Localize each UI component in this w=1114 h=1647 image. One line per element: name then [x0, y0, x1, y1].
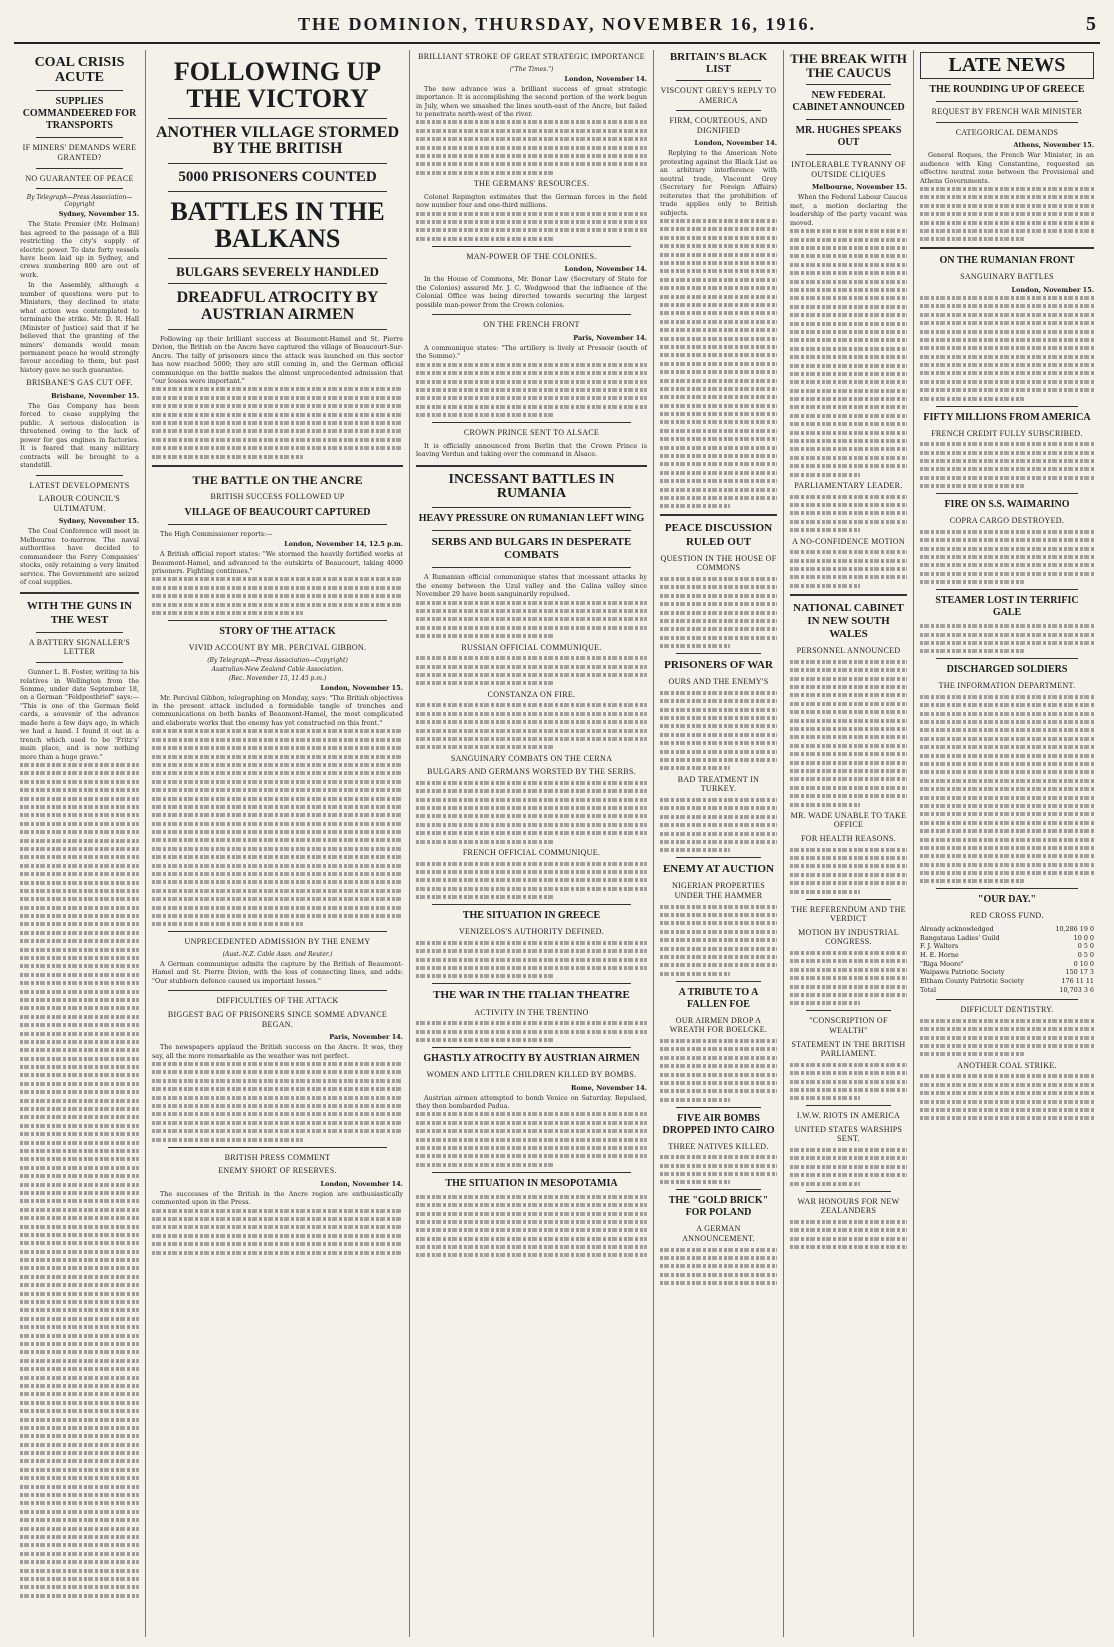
fund-row-label: Eltham County Patriotic Society — [920, 976, 1024, 985]
subhead-turkey: BAD TREATMENT IN TURKEY. — [677, 774, 760, 794]
dateline: London, November 14. — [564, 74, 647, 83]
subhead-beaucourt: VILLAGE OF BEAUCOURT CAPTURED — [184, 506, 371, 518]
dateline: Athens, November 15. — [1013, 141, 1094, 150]
byline: ("The Times.") — [509, 65, 554, 73]
subhead-latest: LATEST DEVELOPMENTS — [29, 480, 130, 490]
body-text-block — [920, 187, 1094, 241]
fund-table — [920, 925, 1094, 994]
body-text-block — [416, 703, 647, 749]
article-paragraph: General Roques, the French War Minister, in an audience with King Constantine, requested an effective neutral zone between the Provisional and Athens Governments. — [920, 151, 1094, 185]
subhead-constanza: CONSTANZA ON FIRE. — [487, 689, 576, 699]
subhead-ours-enemys: OURS AND THE ENEMY'S — [668, 677, 769, 687]
article-paragraph: Mr. Percival Gibbon, telegraphing on Monday, says: "The British objectives in the present attack included a formidable tangle of trenches and communications on both banks of Beaumont-Hamel, the most complicated and elaborate works that the enemy has yet constructed on this front." — [152, 693, 403, 727]
subhead-leader: PARLIAMENTARY LEADER. — [794, 481, 903, 490]
article-paragraph: A German communique admits the capture by the British of Beaumont-Hamel and St. Pierre Divion, with the loss of connecting lines, and adds: "Our stubborn defence caused us important losses." — [152, 959, 403, 985]
body-text-block — [920, 695, 1094, 884]
body-text-block — [790, 1220, 907, 1249]
subhead-venizelos: VENIZELOS'S AUTHORITY DEFINED. — [458, 927, 605, 937]
body-text-block — [152, 577, 403, 615]
article-paragraph: The Gas Company has been forced to cease supplying the public. A serious dislocation is threatened owing to the lack of power for gas engines in factories. It is feared that many military contracts will be brought to a standstill. — [20, 401, 139, 470]
subhead-serbs-worsted: BULGARS AND GERMANS WORSTED BY THE SERBS. — [427, 767, 636, 777]
fund-row-value: 150 17 3 — [1065, 968, 1094, 977]
subhead-war-honours: WAR HONOURS FOR NEW ZEALANDERS — [797, 1196, 900, 1216]
headline-bulgars: BULGARS SEVERELY HANDLED — [176, 263, 379, 279]
body-text-block — [416, 1021, 647, 1042]
subhead-crown-prince: CROWN PRINCE SENT TO ALSACE — [463, 428, 600, 438]
headline-following-up: FOLLOWING UP THE VICTORY — [173, 57, 382, 114]
subhead-question: QUESTION IN THE HOUSE OF COMMONS — [660, 553, 777, 573]
subhead-iww: I.W.W. RIOTS IN AMERICA — [796, 1111, 901, 1121]
fund-row-value: 0 5 0 — [1077, 942, 1094, 951]
fund-row-label: H. E. Horne — [920, 950, 959, 959]
headline-caucus: THE BREAK WITH THE CAUCUS — [790, 51, 907, 80]
body-text-block — [416, 120, 647, 174]
body-text-block — [790, 1063, 907, 1101]
body-text-block — [660, 905, 777, 976]
headline-cairo: FIVE AIR BOMBS DROPPED INTO CAIRO — [662, 1112, 775, 1136]
article-paragraph: Colonel Repington estimates that the German forces in the field now number four and one-third millions. — [416, 192, 647, 210]
subhead-admission: UNPRECEDENTED ADMISSION BY THE ENEMY — [184, 937, 371, 947]
subhead-german-announcement: A GERMAN ANNOUNCEMENT. — [682, 1224, 755, 1244]
fund-row-label: Rangataua Ladies' Guild — [920, 933, 1000, 942]
subhead-firm: FIRM, COURTEOUS, AND DIGNIFIED — [669, 116, 768, 135]
article-paragraph: Replying to the American Note protesting against the Black List as an arbitrary interference with neutral trade, Viscount Grey (Secretary for Foreign Affairs) reiterates that the prohibition of trade applies only to British subjects. — [660, 149, 777, 217]
body-text-block — [920, 442, 1094, 488]
article-paragraph: A communique states: "The artillery is lively at Pressoir (south of the Somme)." — [416, 343, 647, 361]
article-paragraph: The new advance was a brilliant success of great strategic importance. It is accomplishing the second portion of the work begun in July, when we smashed the lines south-east of the Ancre, but failed to penetrate north-west of the river. — [416, 84, 647, 118]
subhead-resources: THE GERMANS' RESOURCES. — [473, 179, 590, 189]
dateline: Brisbane, November 15. — [51, 391, 139, 400]
body-text-block — [660, 1248, 777, 1286]
subhead-russian: RUSSIAN OFFICIAL COMMUNIQUE. — [461, 642, 602, 652]
subhead-women-children: WOMEN AND LITTLE CHILDREN KILLED BY BOMBS. — [426, 1069, 637, 1079]
headline-rumanian-front: ON THE RUMANIAN FRONT — [939, 255, 1075, 267]
subhead-sanguinary: SANGUINARY BATTLES — [960, 272, 1054, 282]
subhead-difficulties: DIFFICULTIES OF THE ATTACK — [216, 996, 339, 1006]
subhead-miners: IF MINERS' DEMANDS WERE GRANTED? — [22, 143, 137, 162]
body-text-block — [920, 530, 1094, 584]
subhead-grey-reply: VISCOUNT GREY'S REPLY TO AMERICA — [660, 86, 777, 105]
masthead-title: THE DOMINION, THURSDAY, NOVEMBER 16, 1916. — [298, 14, 816, 34]
article-paragraph: The successes of the British in the Ancre region are enthusiastically commented upon in the Press. — [152, 1189, 403, 1207]
body-text-block — [790, 848, 907, 894]
headline-steamer-lost: STEAMER LOST IN TERRIFIC GALE — [935, 595, 1079, 619]
subhead-red-cross: RED CROSS FUND. — [970, 911, 1044, 921]
body-text-block — [20, 763, 139, 1598]
column-1 — [14, 50, 146, 1637]
subhead-biggest-bag: BIGGEST BAG OF PRISONERS SINCE SOMME ADVANCE BEGAN. — [167, 1009, 388, 1029]
column-4 — [654, 50, 784, 1637]
fund-row-value: 0 10 0 — [1073, 959, 1094, 968]
headline-atrocity: DREADFUL ATROCITY BY AUSTRIAN AIRMEN — [176, 289, 379, 323]
subhead-no-confidence: A NO-CONFIDENCE MOTION — [792, 536, 905, 546]
dateline: London, November 15. — [320, 683, 403, 692]
headline-nsw-cabinet: NATIONAL CABINET IN NEW SOUTH WALES — [793, 601, 904, 641]
subhead-french-front: ON THE FRENCH FRONT — [483, 320, 580, 330]
body-text-block — [790, 951, 907, 1005]
subhead-man-power: MAN-POWER OF THE COLONIES. — [466, 251, 597, 261]
dateline: Sydney, November 15. — [58, 210, 139, 219]
subhead-hughes: MR. HUGHES SPEAKS OUT — [795, 125, 902, 149]
body-text-block — [660, 577, 777, 648]
fund-row-label: Total — [920, 985, 937, 994]
body-text-block — [416, 781, 647, 844]
body-text-block — [416, 1112, 647, 1166]
body-text-block — [152, 729, 403, 926]
headline-black-list: BRITAIN'S BLACK LIST — [669, 51, 768, 75]
fund-row-value: 176 11 11 — [1061, 976, 1094, 985]
body-text-block — [920, 624, 1094, 653]
subhead-dentistry: DIFFICULT DENTISTRY. — [960, 1005, 1054, 1015]
subhead-demands: CATEGORICAL DEMANDS — [955, 127, 1059, 137]
subhead-italian-theatre: THE WAR IN THE ITALIAN THEATRE — [433, 989, 630, 1002]
fund-row-value: 10,703 3 6 — [1059, 985, 1094, 994]
headline-fifty-millions: FIFTY MILLIONS FROM AMERICA — [923, 411, 1091, 423]
subhead-signaller: A BATTERY SIGNALLER'S LETTER — [28, 637, 131, 657]
headline-waimarino: FIRE ON S.S. WAIMARINO — [944, 499, 1070, 511]
body-text-block — [660, 1155, 777, 1184]
article-paragraph: Austrian airmen attempted to bomb Venice on Saturday. Repulsed, they then bombarded Padua. — [416, 1093, 647, 1110]
subhead-story: STORY OF THE ATTACK — [219, 625, 336, 637]
body-text-block — [920, 1019, 1094, 1057]
body-text-block — [416, 601, 647, 639]
fund-row — [920, 960, 1094, 969]
dateline: London, November 14. — [320, 1179, 403, 1188]
fund-row — [920, 942, 1094, 951]
dateline: Melbourne, November 15. — [812, 183, 907, 192]
headline-tribute: A TRIBUTE TO A FALLEN FOE — [678, 986, 759, 1010]
subhead-cabinet: NEW FEDERAL CABINET ANNOUNCED — [792, 90, 905, 114]
subhead-guarantee: NO GUARANTEE OF PEACE — [25, 173, 134, 183]
subhead-tyranny: INTOLERABLE TYRANNY OF OUTSIDE CLIQUES — [791, 160, 906, 179]
subhead-press-comment: BRITISH PRESS COMMENT — [224, 1152, 331, 1162]
article-paragraph: Following up their brilliant success at Beaumont-Hamel and St. Pierre Divion, the British on the Ancre have captured the village of Beaucourt-Sur-Ancre. The tally of prisoners since the attack was launched on this sector has now reached 5000; they are still coming in, and the German official communique on the battle makes the almost unprecedented admission that "our losses were important." — [152, 334, 403, 386]
byline: (By Telegraph—Press Association—Copyright) — [207, 656, 348, 664]
subhead-referendum: THE REFERENDUM AND THE VERDICT — [791, 904, 906, 924]
subhead-congress: MOTION BY INDUSTRIAL CONGRESS. — [798, 927, 899, 947]
dateline: Sydney, November 15. — [58, 517, 139, 526]
headline-balkans: BATTLES IN THE BALKANS — [170, 196, 385, 254]
headline-our-day: "OUR DAY." — [977, 894, 1037, 906]
fund-row-value: 10 0 0 — [1073, 933, 1094, 942]
dateline: London, November 14, 12.5 p.m. — [284, 540, 403, 549]
body-text-block — [660, 691, 777, 771]
subhead-brisbane: BRISBANE'S GAS CUT OFF. — [26, 378, 133, 388]
fund-row-value: 0 5 0 — [1077, 950, 1094, 959]
byline: Australian-New Zealand Cable Association. — [211, 665, 344, 673]
byline: (Rec. November 15, 11.45 p.m.) — [228, 674, 327, 682]
headline-discharged: DISCHARGED SOLDIERS — [946, 664, 1068, 676]
subhead-warships: UNITED STATES WARSHIPS SENT. — [794, 1124, 903, 1144]
fund-row — [920, 951, 1094, 960]
subhead-copra: COPRA CARGO DESTROYED. — [949, 516, 1065, 526]
body-text-block — [152, 387, 403, 458]
body-text-block — [790, 495, 907, 533]
fund-row — [920, 968, 1094, 977]
subhead-cerna: SANGUINARY COMBATS ON THE CERNA — [450, 753, 613, 763]
fund-row — [920, 925, 1094, 934]
subhead-personnel: PERSONNEL ANNOUNCED — [796, 646, 901, 656]
subhead-left-wing: HEAVY PRESSURE ON RUMANIAN LEFT WING — [418, 512, 645, 524]
body-text-block — [416, 941, 647, 979]
subhead-french-request: REQUEST BY FRENCH WAR MINISTER — [931, 107, 1083, 116]
article-paragraph: The High Commissioner reports:— — [160, 529, 273, 538]
dateline: London, November 14. — [564, 265, 647, 274]
subhead-statement: STATEMENT IN THE BRITISH PARLIAMENT. — [791, 1039, 906, 1059]
body-text-block — [920, 296, 1094, 401]
headline-guns-west: WITH THE GUNS IN THE WEST — [26, 600, 133, 626]
body-text-block — [416, 656, 647, 685]
dateline: London, November 15. — [1011, 285, 1094, 294]
subhead-nigerian: NIGERIAN PROPERTIES UNDER THE HAMMER — [671, 881, 765, 901]
subhead-information: THE INFORMATION DEPARTMENT. — [938, 681, 1076, 691]
body-text-block — [416, 363, 647, 417]
subhead-ultimatum: LABOUR COUNCIL'S ULTIMATUM. — [38, 494, 121, 513]
body-text-block — [152, 1062, 403, 1142]
subhead-wade: MR. WADE UNABLE TO TAKE OFFICE — [790, 810, 907, 830]
body-text-block — [790, 1148, 907, 1186]
article-paragraph: In the Assembly, although a number of questions were put to Ministers, they declined to state what action was contemplated to terminate the strike. Mr. D. R. Hall (Minister of Justice) said that if he believed that the granting of the miners' demands would mean permanent peace he would strongly favour acceding to them, but past history gave no such guarantee. — [20, 281, 139, 374]
body-text-block — [416, 862, 647, 900]
subhead-greece: THE ROUNDING UP OF GREECE — [929, 84, 1085, 95]
body-text-block — [660, 1039, 777, 1102]
headline-prisoners-of-war: PRISONERS OF WAR — [664, 659, 773, 672]
headline-auction: ENEMY AT AUCTION — [662, 863, 775, 876]
column-6 — [914, 50, 1100, 1637]
fund-row-label: Already acknowledged — [920, 925, 994, 934]
masthead — [14, 8, 1100, 44]
fund-row — [920, 934, 1094, 943]
subhead-serbs-bulgars: SERBS AND BULGARS IN DESPERATE COMBATS — [431, 535, 632, 562]
body-text-block — [790, 229, 907, 476]
column-2 — [146, 50, 410, 1637]
body-text-block — [790, 550, 907, 588]
headline-gold-brick: THE "GOLD BRICK" FOR POLAND — [668, 1195, 769, 1219]
subhead-wreath: OUR AIRMEN DROP A WREATH FOR BOELCKE. — [669, 1015, 768, 1035]
body-text-block — [152, 1209, 403, 1255]
fund-row-label: "Riga Moore" — [920, 959, 964, 968]
headline-village-stormed: ANOTHER VILLAGE STORMED BY THE BRITISH — [155, 123, 399, 158]
subhead-ghastly: GHASTLY ATROCITY BY AUSTRIAN AIRMEN — [423, 1052, 640, 1064]
byline: By Telegraph—Press Association—Copyright — [26, 194, 133, 209]
article-paragraph: The newspapers applaud the British success on the Ancre. It was, they say, all the more remarkable as the weather was not perfect. — [152, 1043, 403, 1060]
headline-late-news: LATE NEWS — [920, 52, 1094, 79]
fund-row-label: F. J. Walters — [920, 942, 959, 951]
subhead-greece: THE SITUATION IN GREECE — [462, 910, 601, 922]
subhead-french-credit: FRENCH CREDIT FULLY SUBSCRIBED. — [931, 428, 1083, 438]
dateline: London, November 14. — [694, 139, 777, 148]
dateline: Paris, November 14. — [573, 333, 647, 342]
subhead-mesopotamia: THE SITUATION IN MESOPOTAMIA — [445, 1177, 618, 1189]
headline-ancre: THE BATTLE ON THE ANCRE — [192, 472, 363, 487]
fund-row-value: 10,286 19 0 — [1055, 925, 1094, 934]
fund-row — [920, 977, 1094, 986]
subhead-conscription: "CONSCRIPTION OF WEALTH" — [809, 1016, 888, 1035]
byline: (Aust.-N.Z. Cable Assn. and Reuter.) — [222, 950, 333, 958]
body-text-block — [660, 798, 777, 852]
column-3 — [410, 50, 654, 1637]
subhead-coal-strike: ANOTHER COAL STRIKE. — [957, 1060, 1057, 1070]
headline-peace: PEACE DISCUSSION RULED OUT — [664, 522, 773, 548]
article-paragraph: The State Premier (Mr. Holman) has agreed to the passage of a Bill restricting the city's supply of electric power. To date forty vessels have been laid up in Sydney, and crews numbering 800 are out of work. — [20, 220, 139, 279]
page-number: 5 — [1086, 13, 1096, 35]
column-5 — [784, 50, 914, 1637]
article-paragraph: Gunner L. B. Foster, writing to his relatives in Wellington from the Somme, under date September 18, on a German "Feldpostbrief" says:— "This is one of the German field cards, a souvenir of the advance made here a few days ago, in which we had a hand. I found it out in a trench which used to be 'Fritz's' main place, and is now nothing more than a huge grave." — [20, 668, 139, 761]
article-paragraph: It is officially announced from Berlin that the Crown Prince is leaving Verdun and taking over the command in Alsace. — [416, 441, 647, 459]
body-text-block — [416, 1195, 647, 1258]
subhead-health: FOR HEALTH REASONS. — [801, 834, 896, 844]
body-text-block — [416, 212, 647, 241]
fund-row-label: Waipawa Patriotic Society — [920, 968, 1005, 977]
dateline: Rome, November 14. — [570, 1083, 647, 1092]
subhead-natives: THREE NATIVES KILLED. — [668, 1141, 769, 1151]
fund-row — [920, 986, 1094, 995]
article-paragraph: A British official report states: "We stormed the heavily fortified works at Beaumont-Hamel, and advanced to the outskirts of Beaucourt, taking 4000 prisoners. Fighting continues." — [152, 550, 403, 575]
body-text-block — [660, 219, 777, 508]
article-paragraph: A Rumanian official communique states that incessant attacks by the enemy between the Uzul valley and the Calina valley since November 29 have been sanguinarily repulsed. — [416, 573, 647, 599]
subhead-supplies: SUPPLIES COMMANDEERED FOR TRANSPORTS — [22, 96, 137, 132]
subhead-trentino: ACTIVITY IN THE TRENTINO — [474, 1007, 589, 1017]
headline-rumania: INCESSANT BATTLES IN RUMANIA — [448, 471, 615, 502]
subhead-success: BRITISH SUCCESS FOLLOWED UP — [210, 492, 345, 501]
subhead-french-communique: FRENCH OFFICIAL COMMUNIQUE. — [462, 848, 601, 858]
article-paragraph: The Coal Conference will meet in Melbourne to-morrow. The naval authorities have decided to commandeer the Ferry Companies' stocks, only retaining a very limited service. The Government are seized of coal supplies. — [20, 527, 139, 587]
article-paragraph: In the House of Commons, Mr. Bonar Law (Secretary of State for the Colonies) assured Mr. J. C. Wedgwood that the influence of the Colonial Office was being directed towards securing the largest possible man-power from the Crown colonies. — [416, 275, 647, 309]
headline-coal-crisis: COAL CRISIS ACUTE — [34, 55, 125, 85]
subhead-reserves: ENEMY SHORT OF RESERVES. — [218, 1166, 337, 1176]
body-text-block — [790, 660, 907, 807]
headline-prisoners: 5000 PRISONERS COUNTED — [178, 169, 377, 186]
subhead-brilliant-stroke: BRILLIANT STROKE OF GREAT STRATEGIC IMPORTANCE — [418, 52, 645, 61]
subhead-gibbon: VIVID ACCOUNT BY MR. PERCIVAL GIBBON. — [188, 642, 367, 652]
article-paragraph: When the Federal Labour Caucus met, a motion declaring the leadership of the party vacant was moved. — [790, 193, 907, 227]
body-text-block — [920, 1074, 1094, 1120]
dateline: Paris, November 14. — [329, 1033, 403, 1042]
